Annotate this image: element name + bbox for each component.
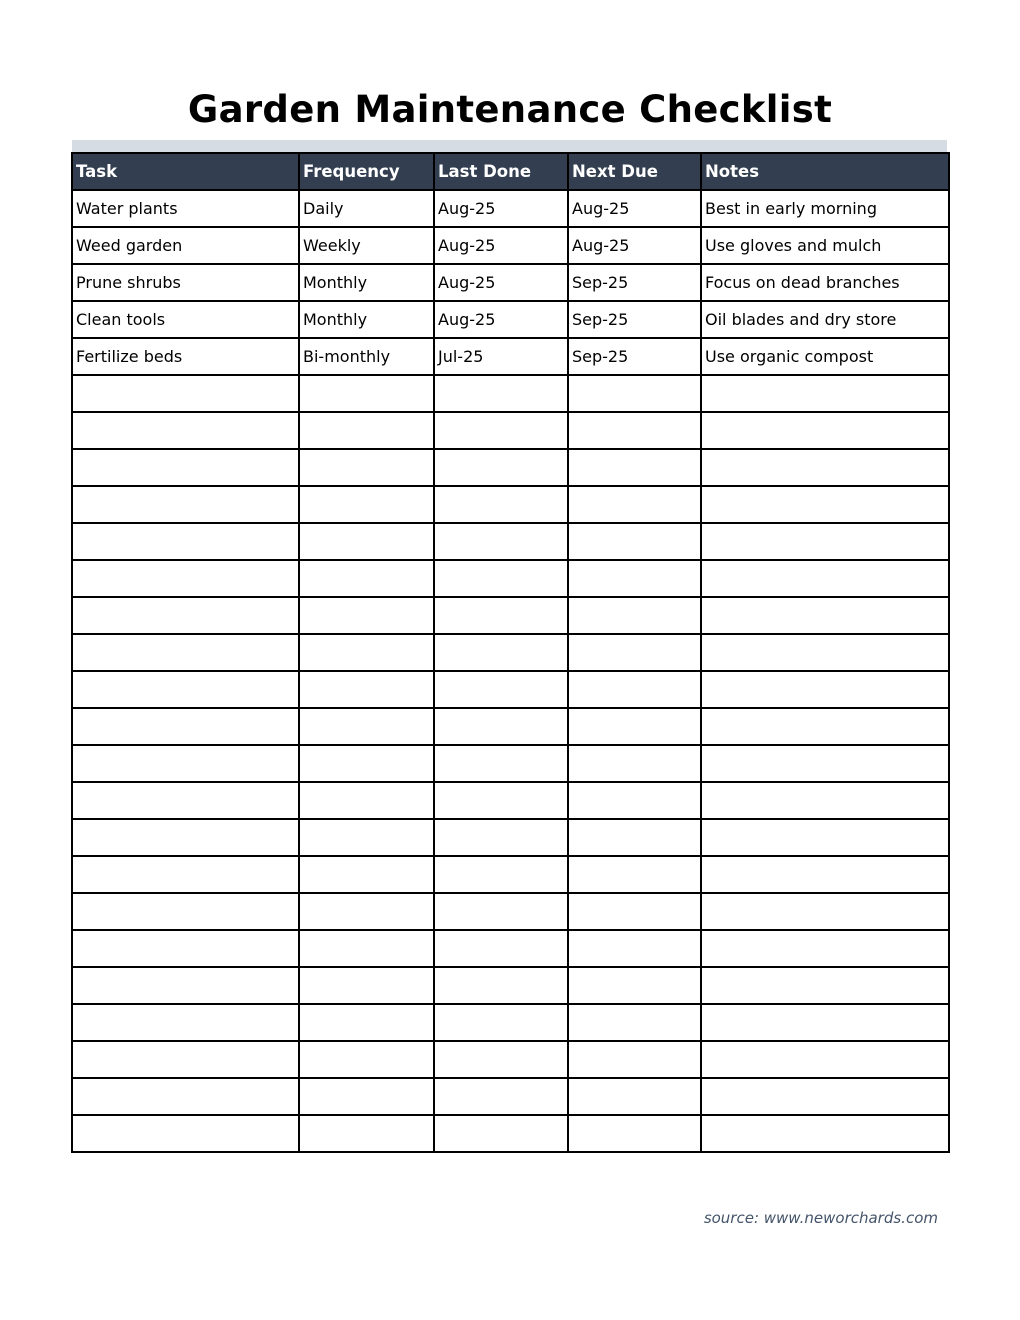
cell-next-due[interactable] [568, 967, 701, 1004]
cell-last-done[interactable] [434, 412, 568, 449]
checklist-table [71, 152, 950, 1153]
cell-notes[interactable]: Best in early morning [701, 190, 949, 227]
cell-frequency[interactable] [299, 708, 434, 745]
cell-task[interactable] [72, 375, 299, 412]
cell-next-due[interactable] [568, 486, 701, 523]
cell-task[interactable] [72, 856, 299, 893]
column-header-last-done: Last Done [434, 153, 568, 190]
cell-frequency[interactable] [299, 782, 434, 819]
cell-next-due[interactable]: Sep-25 [568, 264, 701, 301]
cell-next-due[interactable] [568, 449, 701, 486]
cell-notes[interactable] [701, 856, 949, 893]
cell-task[interactable] [72, 1041, 299, 1078]
cell-frequency[interactable] [299, 597, 434, 634]
cell-last-done[interactable] [434, 597, 568, 634]
cell-notes[interactable]: Use organic compost [701, 338, 949, 375]
cell-notes[interactable] [701, 560, 949, 597]
table-row [72, 560, 949, 597]
cell-notes[interactable] [701, 671, 949, 708]
cell-task[interactable] [72, 523, 299, 560]
cell-task[interactable] [72, 893, 299, 930]
table-row [72, 412, 949, 449]
cell-frequency[interactable] [299, 856, 434, 893]
cell-last-done[interactable] [434, 486, 568, 523]
cell-next-due[interactable] [568, 745, 701, 782]
cell-frequency[interactable] [299, 412, 434, 449]
cell-frequency[interactable] [299, 1004, 434, 1041]
cell-last-done[interactable] [434, 560, 568, 597]
cell-next-due[interactable]: Aug-25 [568, 227, 701, 264]
cell-task[interactable] [72, 1004, 299, 1041]
cell-frequency[interactable]: Bi-monthly [299, 338, 434, 375]
cell-next-due[interactable] [568, 597, 701, 634]
cell-notes[interactable] [701, 930, 949, 967]
cell-notes[interactable] [701, 375, 949, 412]
cell-notes[interactable] [701, 1115, 949, 1152]
table-row [72, 1115, 949, 1152]
cell-next-due[interactable] [568, 375, 701, 412]
cell-task[interactable] [72, 449, 299, 486]
cell-last-done[interactable]: Aug-25 [434, 301, 568, 338]
cell-task[interactable] [72, 634, 299, 671]
cell-next-due[interactable] [568, 634, 701, 671]
title-accent-bar [72, 140, 947, 152]
table-row [72, 449, 949, 486]
cell-notes[interactable] [701, 412, 949, 449]
cell-last-done[interactable] [434, 523, 568, 560]
cell-next-due[interactable] [568, 560, 701, 597]
cell-task[interactable] [72, 412, 299, 449]
cell-task[interactable] [72, 1115, 299, 1152]
cell-last-done[interactable]: Aug-25 [434, 190, 568, 227]
cell-next-due[interactable] [568, 1004, 701, 1041]
table-row [72, 375, 949, 412]
cell-next-due[interactable] [568, 782, 701, 819]
cell-task[interactable] [72, 486, 299, 523]
table-row [72, 782, 949, 819]
cell-frequency[interactable] [299, 671, 434, 708]
table-row [72, 190, 949, 227]
table-row [72, 1041, 949, 1078]
cell-next-due[interactable] [568, 1115, 701, 1152]
cell-frequency[interactable] [299, 375, 434, 412]
cell-task[interactable]: Fertilize beds [72, 338, 299, 375]
cell-notes[interactable] [701, 819, 949, 856]
table-row [72, 930, 949, 967]
cell-frequency[interactable] [299, 819, 434, 856]
table-row [72, 486, 949, 523]
column-header-task: Task [72, 153, 299, 190]
table-row [72, 856, 949, 893]
column-header-next-due: Next Due [568, 153, 701, 190]
table-row [72, 708, 949, 745]
cell-notes[interactable] [701, 893, 949, 930]
cell-next-due[interactable]: Sep-25 [568, 301, 701, 338]
cell-last-done[interactable] [434, 1041, 568, 1078]
cell-last-done[interactable] [434, 634, 568, 671]
table-row [72, 634, 949, 671]
cell-next-due[interactable] [568, 1041, 701, 1078]
cell-task[interactable] [72, 967, 299, 1004]
cell-last-done[interactable] [434, 375, 568, 412]
cell-notes[interactable] [701, 782, 949, 819]
cell-frequency[interactable] [299, 523, 434, 560]
column-header-notes: Notes [701, 153, 949, 190]
cell-last-done[interactable] [434, 930, 568, 967]
cell-frequency[interactable] [299, 930, 434, 967]
cell-last-done[interactable] [434, 671, 568, 708]
cell-frequency[interactable] [299, 1115, 434, 1152]
cell-notes[interactable] [701, 597, 949, 634]
cell-next-due[interactable] [568, 819, 701, 856]
cell-next-due[interactable] [568, 412, 701, 449]
table-row [72, 967, 949, 1004]
cell-task[interactable] [72, 597, 299, 634]
source-credit: source: www.neworchards.com [703, 1209, 938, 1227]
cell-frequency[interactable] [299, 1041, 434, 1078]
cell-last-done[interactable] [434, 1078, 568, 1115]
cell-last-done[interactable] [434, 782, 568, 819]
table-row [72, 227, 949, 264]
cell-task[interactable]: Prune shrubs [72, 264, 299, 301]
cell-notes[interactable] [701, 745, 949, 782]
cell-next-due[interactable] [568, 671, 701, 708]
cell-next-due[interactable] [568, 893, 701, 930]
cell-frequency[interactable]: Weekly [299, 227, 434, 264]
cell-task[interactable] [72, 930, 299, 967]
cell-task[interactable] [72, 560, 299, 597]
cell-notes[interactable] [701, 449, 949, 486]
cell-next-due[interactable] [568, 1078, 701, 1115]
cell-last-done[interactable] [434, 893, 568, 930]
cell-frequency[interactable]: Monthly [299, 301, 434, 338]
cell-next-due[interactable] [568, 708, 701, 745]
cell-frequency[interactable] [299, 449, 434, 486]
cell-notes[interactable] [701, 1078, 949, 1115]
cell-next-due[interactable] [568, 930, 701, 967]
table-row [72, 338, 949, 375]
cell-notes[interactable] [701, 523, 949, 560]
header-row [72, 153, 949, 190]
cell-last-done[interactable]: Jul-25 [434, 338, 568, 375]
cell-task[interactable] [72, 708, 299, 745]
cell-frequency[interactable] [299, 560, 434, 597]
cell-task[interactable]: Water plants [72, 190, 299, 227]
cell-task[interactable] [72, 745, 299, 782]
cell-notes[interactable] [701, 1041, 949, 1078]
cell-last-done[interactable] [434, 708, 568, 745]
checklist-body [72, 190, 949, 1152]
table-row [72, 597, 949, 634]
cell-task[interactable] [72, 819, 299, 856]
column-header-frequency: Frequency [299, 153, 434, 190]
cell-last-done[interactable]: Aug-25 [434, 264, 568, 301]
table-row [72, 671, 949, 708]
cell-last-done[interactable] [434, 967, 568, 1004]
cell-next-due[interactable] [568, 523, 701, 560]
cell-frequency[interactable] [299, 967, 434, 1004]
cell-frequency[interactable] [299, 745, 434, 782]
cell-frequency[interactable] [299, 893, 434, 930]
cell-notes[interactable] [701, 967, 949, 1004]
cell-task[interactable] [72, 1078, 299, 1115]
cell-task[interactable] [72, 671, 299, 708]
cell-next-due[interactable] [568, 856, 701, 893]
table-row [72, 745, 949, 782]
cell-next-due[interactable]: Aug-25 [568, 190, 701, 227]
cell-notes[interactable]: Use gloves and mulch [701, 227, 949, 264]
cell-frequency[interactable] [299, 634, 434, 671]
cell-last-done[interactable] [434, 449, 568, 486]
cell-frequency[interactable]: Monthly [299, 264, 434, 301]
cell-notes[interactable] [701, 486, 949, 523]
table-row [72, 819, 949, 856]
cell-next-due[interactable]: Sep-25 [568, 338, 701, 375]
cell-notes[interactable] [701, 1004, 949, 1041]
cell-task[interactable]: Clean tools [72, 301, 299, 338]
cell-last-done[interactable] [434, 1115, 568, 1152]
cell-last-done[interactable]: Aug-25 [434, 227, 568, 264]
cell-last-done[interactable] [434, 745, 568, 782]
cell-task[interactable]: Weed garden [72, 227, 299, 264]
cell-notes[interactable]: Focus on dead branches [701, 264, 949, 301]
cell-frequency[interactable] [299, 1078, 434, 1115]
table-row [72, 1004, 949, 1041]
cell-frequency[interactable] [299, 486, 434, 523]
cell-frequency[interactable]: Daily [299, 190, 434, 227]
cell-task[interactable] [72, 782, 299, 819]
cell-last-done[interactable] [434, 819, 568, 856]
cell-notes[interactable] [701, 708, 949, 745]
table-row [72, 893, 949, 930]
table-row [72, 264, 949, 301]
table-row [72, 1078, 949, 1115]
table-row [72, 523, 949, 560]
cell-notes[interactable] [701, 634, 949, 671]
table-row [72, 301, 949, 338]
cell-last-done[interactable] [434, 856, 568, 893]
cell-notes[interactable]: Oil blades and dry store [701, 301, 949, 338]
page-title: Garden Maintenance Checklist [187, 88, 833, 131]
cell-last-done[interactable] [434, 1004, 568, 1041]
